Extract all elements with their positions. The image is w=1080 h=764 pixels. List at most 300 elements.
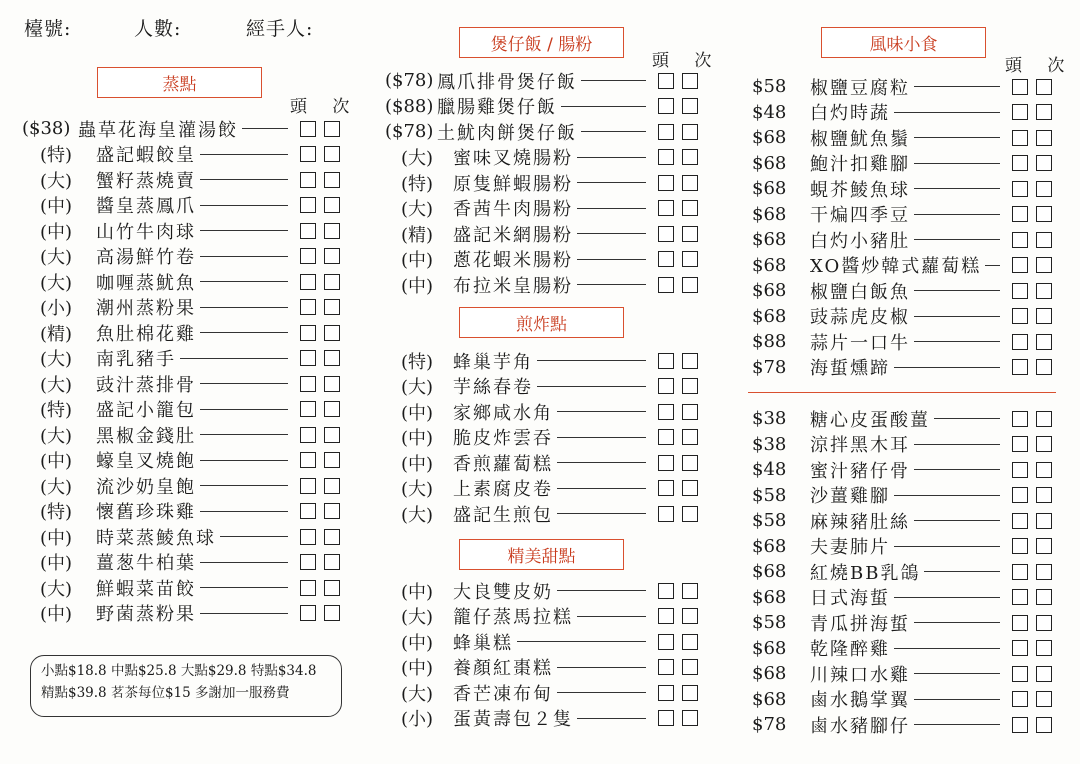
menu-item-name: 麻辣豬肚絲 [810, 511, 910, 533]
section-title-dessert: 精美甜點 [459, 539, 624, 570]
menu-item-price: (特) [401, 351, 434, 373]
menu-item-row [752, 355, 1052, 381]
second-serving-checkbox[interactable] [1036, 155, 1052, 171]
first-serving-checkbox[interactable] [658, 251, 674, 267]
menu-item-price: (中) [401, 428, 434, 450]
menu-item-row [752, 534, 1052, 560]
leader-line [894, 597, 1000, 598]
first-serving-checkbox[interactable] [1012, 615, 1028, 631]
second-serving-checkbox[interactable] [1036, 589, 1052, 605]
second-serving-checkbox[interactable] [682, 277, 698, 293]
second-serving-checkbox[interactable] [1036, 79, 1052, 95]
leader-line [894, 495, 1000, 496]
first-serving-checkbox[interactable] [1012, 232, 1028, 248]
leader-line [200, 383, 288, 384]
first-serving-checkbox[interactable] [300, 452, 316, 468]
second-serving-checkbox[interactable] [324, 503, 340, 519]
first-serving-checkbox[interactable] [1012, 691, 1028, 707]
first-serving-checkbox[interactable] [658, 404, 674, 420]
second-serving-checkbox[interactable] [682, 608, 698, 624]
menu-item-name: 南乳豬手 [96, 349, 176, 371]
first-serving-checkbox[interactable] [1012, 411, 1028, 427]
leader-line [914, 214, 1000, 215]
leader-line [577, 157, 646, 158]
first-serving-checkbox[interactable] [658, 659, 674, 675]
first-serving-checkbox[interactable] [1012, 589, 1028, 605]
leader-line [200, 307, 288, 308]
second-serving-checkbox[interactable] [1036, 334, 1052, 350]
second-serving-checkbox[interactable] [682, 353, 698, 369]
second-serving-checkbox[interactable] [682, 455, 698, 471]
first-serving-checkbox[interactable] [300, 350, 316, 366]
menu-item-name: 川辣口水雞 [810, 664, 910, 686]
second-serving-checkbox[interactable] [682, 124, 698, 140]
leader-line [894, 648, 1000, 649]
menu-item-name: 干煸四季豆 [810, 205, 910, 227]
menu-item-name: 鹵水豬腳仔 [810, 715, 910, 737]
leader-line [581, 80, 646, 81]
menu-item-name: 椒鹽白飯魚 [810, 281, 910, 303]
menu-item-name: 懷舊珍珠雞 [96, 502, 196, 524]
menu-item-row [752, 406, 1052, 432]
leader-line [581, 131, 646, 132]
second-serving-checkbox[interactable] [1036, 130, 1052, 146]
second-serving-checkbox[interactable] [682, 404, 698, 420]
second-serving-checkbox[interactable] [324, 376, 340, 392]
first-serving-checkbox[interactable] [1012, 181, 1028, 197]
menu-item-row [385, 425, 698, 451]
menu-item-row [752, 483, 1052, 509]
menu-item-name: 鮮蝦菜苗餃 [96, 578, 196, 600]
menu-item-row [752, 636, 1052, 662]
leader-line [557, 667, 646, 668]
menu-item-name: 咖喱蒸魷魚 [96, 272, 196, 294]
leader-line [200, 179, 288, 180]
second-serving-checkbox[interactable] [1036, 411, 1052, 427]
leader-line [934, 418, 1000, 419]
leader-line [200, 562, 288, 563]
section-title-fried: 煎炸點 [459, 307, 624, 338]
second-serving-checkbox[interactable] [1036, 257, 1052, 273]
first-serving-checkbox[interactable] [658, 200, 674, 216]
menu-item-row [22, 524, 340, 550]
second-serving-checkbox[interactable] [324, 121, 340, 137]
menu-item-name: 香芒凍布甸 [453, 683, 553, 705]
menu-item-name: 蔥花蝦米腸粉 [453, 250, 573, 272]
menu-item-price: $68 [752, 688, 787, 710]
menu-item-price: $58 [752, 484, 787, 506]
menu-item-row [22, 397, 340, 423]
leader-line [914, 316, 1000, 317]
second-serving-checkbox[interactable] [324, 172, 340, 188]
second-serving-checkbox[interactable] [682, 251, 698, 267]
leader-line [914, 520, 1000, 521]
menu-item-price: (大) [401, 377, 434, 399]
menu-item-price: (大) [40, 247, 73, 269]
second-serving-checkbox[interactable] [682, 506, 698, 522]
menu-item-row [385, 706, 698, 732]
first-serving-checkbox[interactable] [1012, 308, 1028, 324]
snacks-list-b [752, 406, 1052, 738]
menu-item-name: 蜜味叉燒腸粉 [453, 148, 573, 170]
second-serving-checkbox[interactable] [682, 685, 698, 701]
first-serving-checkbox[interactable] [300, 376, 316, 392]
first-serving-checkbox[interactable] [658, 175, 674, 191]
first-serving-checkbox[interactable] [300, 299, 316, 315]
first-serving-checkbox[interactable] [658, 149, 674, 165]
second-serving-checkbox[interactable] [1036, 615, 1052, 631]
menu-item-name: 魚肚棉花雞 [96, 323, 196, 345]
first-serving-checkbox[interactable] [1012, 513, 1028, 529]
menu-item-price: (中) [401, 275, 434, 297]
menu-item-name: 蜂巢芋角 [453, 351, 533, 373]
menu-item-name: 豉汁蒸排骨 [96, 374, 196, 396]
first-serving-checkbox[interactable] [300, 146, 316, 162]
first-serving-checkbox[interactable] [300, 554, 316, 570]
second-serving-checkbox[interactable] [324, 350, 340, 366]
menu-item-name: 上素腐皮卷 [453, 479, 553, 501]
leader-line [914, 724, 1000, 725]
menu-item-row [752, 661, 1052, 687]
first-serving-checkbox[interactable] [300, 427, 316, 443]
menu-item-row [22, 550, 340, 576]
menu-item-name: 香茜牛肉腸粉 [453, 199, 573, 221]
first-serving-checkbox[interactable] [1012, 462, 1028, 478]
first-serving-checkbox[interactable] [658, 98, 674, 114]
first-serving-checkbox[interactable] [300, 248, 316, 264]
claypot-list [385, 68, 698, 298]
menu-item-price: ($78) [385, 121, 434, 143]
menu-item-price: $68 [752, 229, 787, 251]
menu-item-price: (特) [40, 502, 73, 524]
menu-item-name: 日式海蜇 [810, 588, 890, 610]
second-serving-checkbox[interactable] [324, 274, 340, 290]
menu-item-price: (大) [401, 504, 434, 526]
menu-item-row [385, 348, 698, 374]
menu-item-row [22, 371, 340, 397]
menu-item-price: $78 [752, 714, 787, 736]
leader-line [200, 281, 288, 282]
menu-item-name: 野菌蒸粉果 [96, 604, 196, 626]
menu-item-name: 鳳爪排骨煲仔飯 [437, 71, 577, 93]
first-serving-checkbox[interactable] [1012, 436, 1028, 452]
second-serving-checkbox[interactable] [682, 149, 698, 165]
first-serving-checkbox[interactable] [300, 274, 316, 290]
first-serving-checkbox[interactable] [1012, 538, 1028, 554]
second-serving-checkbox[interactable] [1036, 206, 1052, 222]
menu-item-name: 大良雙皮奶 [453, 581, 553, 603]
menu-item-name: 薑葱牛柏葉 [96, 553, 196, 575]
second-serving-checkbox[interactable] [1036, 640, 1052, 656]
menu-item-row [385, 399, 698, 425]
menu-item-name: 黑椒金錢肚 [96, 425, 196, 447]
menu-item-row [385, 655, 698, 681]
menu-item-row [752, 74, 1052, 100]
menu-item-price: (大) [40, 170, 73, 192]
second-serving-checkbox[interactable] [682, 583, 698, 599]
menu-item-row [385, 221, 698, 247]
first-serving-checkbox[interactable] [658, 685, 674, 701]
menu-item-price: (中) [40, 196, 73, 218]
first-serving-checkbox[interactable] [1012, 359, 1028, 375]
menu-item-name: 蜂巢糕 [453, 632, 513, 654]
menu-item-price: (大) [40, 476, 73, 498]
first-serving-checkbox[interactable] [300, 478, 316, 494]
first-serving-checkbox[interactable] [300, 325, 316, 341]
second-serving-checkbox[interactable] [1036, 308, 1052, 324]
leader-line [914, 239, 1000, 240]
leader-line [220, 536, 288, 537]
menu-item-row [22, 575, 340, 601]
menu-item-row [752, 559, 1052, 585]
second-serving-checkbox[interactable] [324, 248, 340, 264]
leader-line [537, 360, 646, 361]
second-serving-checkbox[interactable] [682, 429, 698, 445]
menu-item-price: (大) [401, 148, 434, 170]
first-serving-checkbox[interactable] [1012, 487, 1028, 503]
leader-line [894, 367, 1000, 368]
second-serving-checkbox[interactable] [324, 580, 340, 596]
menu-item-row [752, 227, 1052, 253]
first-serving-checkbox[interactable] [300, 197, 316, 213]
menu-item-row [385, 629, 698, 655]
second-serving-checkbox[interactable] [324, 325, 340, 341]
first-serving-checkbox[interactable] [1012, 155, 1028, 171]
second-serving-checkbox[interactable] [1036, 462, 1052, 478]
menu-item-name: 山竹牛肉球 [96, 221, 196, 243]
second-serving-checkbox[interactable] [1036, 436, 1052, 452]
leader-line [200, 485, 288, 486]
first-serving-checkbox[interactable] [658, 480, 674, 496]
menu-item-price: ($88) [385, 95, 434, 117]
first-serving-checkbox[interactable] [300, 223, 316, 239]
first-serving-checkbox[interactable] [658, 378, 674, 394]
menu-item-name: 籠仔蒸馬拉糕 [453, 607, 573, 629]
menu-item-name: 椒鹽豆腐粒 [810, 77, 910, 99]
menu-item-price: (小) [40, 298, 73, 320]
first-serving-checkbox[interactable] [658, 353, 674, 369]
second-serving-checkbox[interactable] [682, 378, 698, 394]
menu-item-row [385, 680, 698, 706]
menu-item-name: 白灼小豬肚 [810, 230, 910, 252]
second-serving-checkbox[interactable] [1036, 691, 1052, 707]
first-serving-checkbox[interactable] [300, 503, 316, 519]
first-serving-checkbox[interactable] [300, 605, 316, 621]
first-serving-checkbox[interactable] [658, 277, 674, 293]
first-serving-checkbox[interactable] [300, 580, 316, 596]
menu-item-name: 蠔皇叉燒飽 [96, 451, 196, 473]
second-serving-checkbox[interactable] [324, 529, 340, 545]
second-serving-checkbox[interactable] [324, 401, 340, 417]
menu-item-row [22, 193, 340, 219]
second-serving-checkbox[interactable] [1036, 513, 1052, 529]
column-header-1: 頭 次 [290, 97, 360, 117]
menu-item-price: $68 [752, 152, 787, 174]
menu-item-row [22, 346, 340, 372]
menu-item-price: $68 [752, 561, 787, 583]
leader-line [557, 411, 646, 412]
second-serving-checkbox[interactable] [324, 427, 340, 443]
menu-item-name: 芋絲春卷 [453, 377, 533, 399]
menu-item-name: 蟹籽蒸燒賣 [96, 170, 196, 192]
menu-item-row [385, 578, 698, 604]
second-serving-checkbox[interactable] [324, 223, 340, 239]
leader-line [914, 444, 1000, 445]
leader-line [914, 137, 1000, 138]
second-serving-checkbox[interactable] [324, 197, 340, 213]
menu-item-price: (大) [401, 683, 434, 705]
second-serving-checkbox[interactable] [1036, 359, 1052, 375]
second-serving-checkbox[interactable] [1036, 181, 1052, 197]
menu-item-price: (中) [40, 451, 73, 473]
first-serving-checkbox[interactable] [1012, 283, 1028, 299]
menu-item-price: (精) [401, 224, 434, 246]
menu-item-row [752, 176, 1052, 202]
leader-line [557, 590, 646, 591]
second-serving-checkbox[interactable] [324, 478, 340, 494]
leader-line [557, 437, 646, 438]
leader-line [924, 571, 1000, 572]
leader-line [200, 587, 288, 588]
second-serving-checkbox[interactable] [1036, 538, 1052, 554]
second-serving-checkbox[interactable] [682, 480, 698, 496]
menu-item-price: $78 [752, 356, 787, 378]
menu-item-price: (特) [40, 400, 73, 422]
second-serving-checkbox[interactable] [682, 73, 698, 89]
second-serving-checkbox[interactable] [682, 200, 698, 216]
leader-line [561, 106, 646, 107]
second-serving-checkbox[interactable] [324, 605, 340, 621]
price-note-line-2: 精點$39.8 茗茶每位$15 多謝加一服務費 [41, 685, 290, 701]
menu-item-name: 布拉米皇腸粉 [453, 275, 573, 297]
menu-item-name: 鹵水鵝掌翼 [810, 690, 910, 712]
first-serving-checkbox[interactable] [1012, 717, 1028, 733]
menu-item-name: 盛記蝦餃皇 [96, 145, 196, 167]
first-serving-checkbox[interactable] [658, 710, 674, 726]
second-serving-checkbox[interactable] [1036, 564, 1052, 580]
menu-item-price: (精) [40, 323, 73, 345]
first-serving-checkbox[interactable] [658, 226, 674, 242]
menu-item-price: (大) [40, 272, 73, 294]
menu-item-name: 高湯鮮竹卷 [96, 247, 196, 269]
first-serving-checkbox[interactable] [658, 608, 674, 624]
menu-item-price: (大) [40, 374, 73, 396]
leader-line [914, 163, 1000, 164]
second-serving-checkbox[interactable] [682, 175, 698, 191]
first-serving-checkbox[interactable] [658, 506, 674, 522]
leader-line [914, 469, 1000, 470]
first-serving-checkbox[interactable] [1012, 104, 1028, 120]
first-serving-checkbox[interactable] [658, 124, 674, 140]
leader-line [577, 233, 646, 234]
second-serving-checkbox[interactable] [682, 659, 698, 675]
leader-line [894, 546, 1000, 547]
second-serving-checkbox[interactable] [324, 146, 340, 162]
menu-item-row [385, 170, 698, 196]
menu-item-name: 紅燒BB乳鴿 [810, 562, 921, 584]
price-note [30, 655, 342, 717]
first-serving-checkbox[interactable] [300, 529, 316, 545]
menu-item-name: 臘腸雞煲仔飯 [437, 97, 557, 119]
leader-line [577, 182, 646, 183]
first-serving-checkbox[interactable] [1012, 564, 1028, 580]
menu-item-row [752, 202, 1052, 228]
leader-line [914, 188, 1000, 189]
menu-item-price: (中) [40, 527, 73, 549]
second-serving-checkbox[interactable] [682, 634, 698, 650]
first-serving-checkbox[interactable] [658, 429, 674, 445]
menu-item-row [22, 601, 340, 627]
leader-line [557, 462, 646, 463]
menu-item-name: 沙薑雞腳 [810, 486, 890, 508]
section-title-claypot: 煲仔飯 / 腸粉 [459, 27, 624, 58]
second-serving-checkbox[interactable] [1036, 717, 1052, 733]
menu-item-price: $88 [752, 331, 787, 353]
menu-item-row [22, 295, 340, 321]
first-serving-checkbox[interactable] [1012, 640, 1028, 656]
second-serving-checkbox[interactable] [1036, 232, 1052, 248]
second-serving-checkbox[interactable] [324, 554, 340, 570]
menu-item-row [385, 374, 698, 400]
second-serving-checkbox[interactable] [324, 452, 340, 468]
second-serving-checkbox[interactable] [682, 710, 698, 726]
menu-item-price: (大) [401, 607, 434, 629]
second-serving-checkbox[interactable] [324, 299, 340, 315]
first-serving-checkbox[interactable] [1012, 206, 1028, 222]
first-serving-checkbox[interactable] [1012, 666, 1028, 682]
leader-line [200, 460, 288, 461]
first-serving-checkbox[interactable] [1012, 334, 1028, 350]
second-serving-checkbox[interactable] [1036, 487, 1052, 503]
menu-item-name: 流沙奶皇飽 [96, 476, 196, 498]
menu-item-price: $68 [752, 637, 787, 659]
column-header-3: 頭 次 [1005, 56, 1075, 76]
second-serving-checkbox[interactable] [682, 98, 698, 114]
first-serving-checkbox[interactable] [1012, 257, 1028, 273]
menu-item-row [752, 712, 1052, 738]
leader-line [985, 265, 1000, 266]
menu-item-row [752, 125, 1052, 151]
second-serving-checkbox[interactable] [682, 226, 698, 242]
second-serving-checkbox[interactable] [1036, 283, 1052, 299]
first-serving-checkbox[interactable] [1012, 79, 1028, 95]
menu-item-name: 醬皇蒸鳳爪 [96, 196, 196, 218]
fried-list [385, 348, 698, 527]
menu-item-price: $58 [752, 612, 787, 634]
first-serving-checkbox[interactable] [658, 583, 674, 599]
leader-line [200, 230, 288, 231]
first-serving-checkbox[interactable] [658, 634, 674, 650]
first-serving-checkbox[interactable] [300, 172, 316, 188]
leader-line [914, 699, 1000, 700]
leader-line [914, 290, 1000, 291]
first-serving-checkbox[interactable] [658, 73, 674, 89]
first-serving-checkbox[interactable] [658, 455, 674, 471]
menu-item-row [752, 100, 1052, 126]
menu-item-price: (小) [401, 709, 434, 731]
menu-item-row [385, 272, 698, 298]
second-serving-checkbox[interactable] [1036, 666, 1052, 682]
first-serving-checkbox[interactable] [300, 401, 316, 417]
menu-item-name: 夫妻肺片 [810, 537, 890, 559]
first-serving-checkbox[interactable] [300, 121, 316, 137]
second-serving-checkbox[interactable] [1036, 104, 1052, 120]
first-serving-checkbox[interactable] [1012, 130, 1028, 146]
menu-item-name: 盛記生煎包 [453, 504, 553, 526]
menu-item-name: 蜜汁豬仔骨 [810, 460, 910, 482]
menu-item-row [752, 585, 1052, 611]
menu-item-name: 蒜片一口牛 [810, 332, 910, 354]
